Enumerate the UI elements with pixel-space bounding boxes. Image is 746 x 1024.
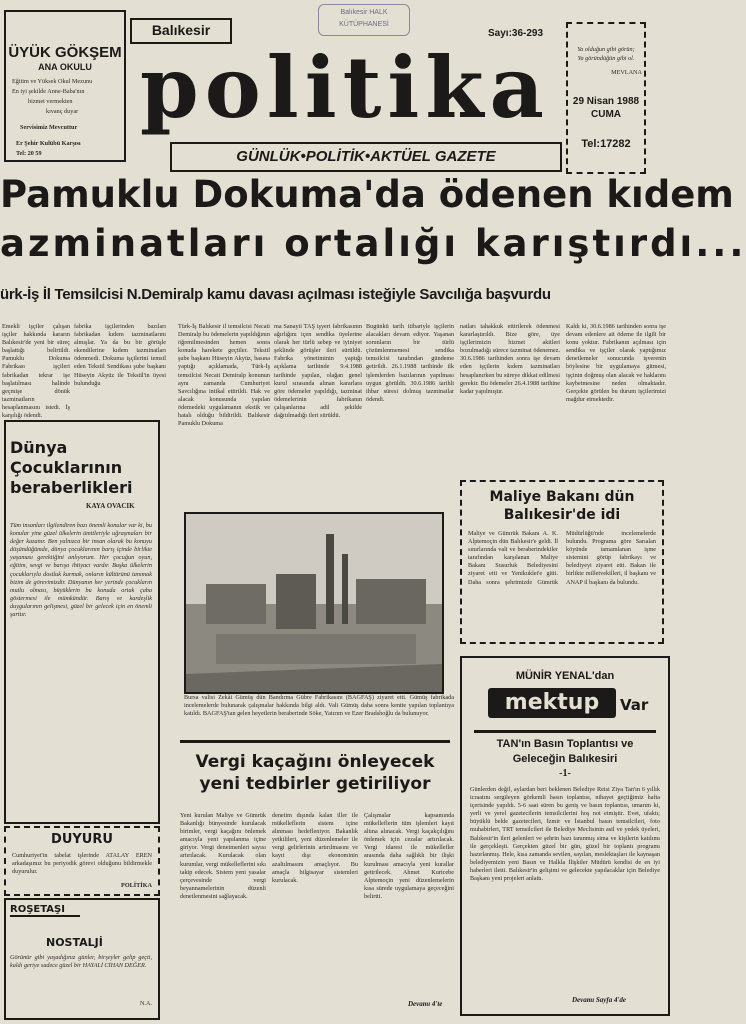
left-ad-line: Servisimiz Mevcuttur bbox=[20, 124, 78, 131]
mektup-title: TAN'ın Basın Toplantısı ve bbox=[496, 738, 634, 750]
nostalji-title: NOSTALJİ bbox=[46, 936, 103, 949]
nostalji-box bbox=[4, 898, 160, 1020]
masthead-city: Balıkesir bbox=[130, 18, 232, 44]
duyuru-sign: POLİTİKA bbox=[121, 882, 152, 889]
mektup-number: -1- bbox=[559, 768, 571, 779]
story-col: Bugünkü tarih itibariyle işçilerin alacakları devam ediyor. Yaşanan sorunların bir türlü çözümlenmemesi sendika temsilcisi tarafından gündeme getirildi. 26.1.1988 tarihinde ilk işlemlerden bazılarının yapılması uygun görüldü. 30.6.1986 tarihli ihbar süresi dolmuş tazminatlar ödendi. bbox=[366, 323, 454, 403]
vergi-continued: Devamı 4'te bbox=[408, 1000, 443, 1008]
nostalji-sign: N.A. bbox=[139, 1000, 152, 1007]
maliye-box bbox=[460, 480, 664, 644]
mektup-title: Geleceğin Balıkesiri bbox=[512, 753, 618, 765]
column-label: ROŞETAŞI bbox=[10, 904, 80, 917]
left-ad-line: kıvanç duyar bbox=[46, 108, 79, 115]
left-ad-line: En iyi şekilde Anne-Baba'nın bbox=[12, 88, 85, 95]
story-col: natları tahakkuk ettirilerek ödenmesi kararlaştırıldı. Bize göre, üye işçilerimizin hizmet akitleri bozulmadığı sürece tazminat ödenemez. 30.6.1986 tarihinden sonra işe devam eden işçilerin kıdem tazminatları hesaplanırken bu süreye dikkat edilmesi gerekir. Bu ödemeler 26.4.1988 tarihine kadar yapılmıştır. bbox=[460, 323, 560, 395]
dunya-title: Çocuklarının bbox=[10, 458, 123, 477]
issue-day: CUMA bbox=[591, 109, 621, 120]
factory-illustration bbox=[186, 514, 442, 692]
library-stamp: Balıkesir HALK KÜTÜPHANESİ bbox=[318, 4, 410, 36]
dunya-box bbox=[4, 420, 160, 824]
left-ad-line: Tel: 20 59 bbox=[16, 150, 42, 157]
dunya-title: beraberlikleri bbox=[10, 478, 133, 497]
masthead-title: politika bbox=[140, 38, 550, 137]
mektup-text: Günlerden değil, aylardan beri beklenen Belediye Reisi Ziya Tan'ın 6 yıllık icraatını sergileyen görkemli basın toplantısı, nihayet geçtiğimiz hafta içerisinde yapıldı. 5-6 saat süren bu geniş ve basın toplantısı, umarım ki, yerli ve yerel gazetecilerin temsilcilerini hoş not etmiştir. Evet, ufaktı; büyüklü belde gazetecileri, İzmir ve İstanbul basın temsilcileri, foto muhabirleri, TRT temsilcileri ile Belediye Meclisinin asil ve yedek üyeleri, Balıkesir'in ileri gelenleri ve şehrin bazı tanınmış sima ve kişilerin katılımı ile gerçekleşti. Gerçekten güzel bir gün, güzel bir toplantı programı hazırlanmış. Hele, kısa zamanda sevilen, sayılan, meslektaşları ile kaynaşan belediyemizin yeni Basın ve Halkla İlişkiler Müdürü kendisi de en iyi haberleri iletti. Balıkesir'in gelişimi ve gelecekte yapılacaklar için Belediye Başkanı yeni projeleri anlattı. bbox=[470, 786, 660, 883]
left-ad bbox=[4, 10, 126, 162]
masthead-subtitle: GÜNLÜK•POLİTİK•AKTÜEL GAZETE bbox=[170, 142, 562, 172]
mektup-logo bbox=[488, 688, 616, 718]
left-ad-line: Er Şehir Kulübü Karşısı bbox=[16, 140, 81, 147]
vergi-col: denetim dışında kalan iller ile mükelleflerin sistem içine alınması hedefleniyor. Bakanlık yetkilileri, yeni düzenlemeler ile vergi gelirlerinin artırılmasını ve kayıt dışı ekonominin azaltılmasını amaçlıyor. Bu amaçla bilgisayar sistemleri kurulacak. bbox=[272, 812, 358, 884]
mektup-continued: Devamı Sayfa 4'de bbox=[572, 996, 627, 1004]
divider bbox=[180, 740, 450, 743]
mektup-word: mektup bbox=[504, 690, 600, 715]
story-col: ma Sanayii TAŞ işyeri fabrikasının ağırlığını içen sendika üyelerine olarak her türlü sebep ve iyiniyet şeklinde görüşler ileri sürüldü. Fabrika yönetiminin yaptığı açıklama tarihinde 9.4.1988 tarihinde yapılan, olağan genel kurul sırasında alınan kararlara göre ödemeler yapıldığı, tazminat ödemelerinin fabrikanın çalışanlarına adil şekilde dağıtılmadığı ileri sürüldü. bbox=[274, 323, 362, 420]
maliye-text: Maliye ve Gümrük Bakanı A. K. Alptemoçin dün Balıkesir'e geldi. İl sınırlarında vali ve beraberindekiler tarafından karşılanan Maliye Bakanı Susurluk Belediyesini ziyaret etti ve Yenikuklet'e gitti. Daha sonra şehrimizde Gümrük Müdürlüğü'nde incelemelerde bulundu. Programa göre Sarıalan köyünde tamamlanan işme sistemini görüp fabrikayı ve belediyeyi ziyaret etti. Bakan ile birlikte milletvekilleri, il başkanı ve ANAP il başkanı da bulundu. bbox=[468, 530, 656, 586]
quote-line: Ya olduğun gibi görün; bbox=[577, 46, 635, 53]
factory-photo bbox=[184, 512, 444, 694]
left-ad-line: hizmet vermekten bbox=[28, 98, 73, 105]
duyuru-text: Cumhuriyet'in tabelat işlerinde ATALAY EREN arkadaşımız bu periyodik görevi olduğunu bildirmekle duyurulur. bbox=[12, 852, 152, 876]
story-col: fabrika işçilerinden bazıları fabrikadan kıdem tazminatlarını almışlar. Ya da bu bir görüşle ekendilerine kıdem tazminatları ödenmedi. Dokuma işçilerini temsil eden Tekstil Sendikası şube başkanı Hüseyin Akyüz ile Tekstil'in üyesi bulunduğu bbox=[74, 323, 166, 387]
vergi-title: yeni tedbirler getiriliyor bbox=[199, 774, 431, 794]
dunya-author: KAYA OVACIK bbox=[86, 502, 135, 510]
headline-line-2: azminatları ortalığı karıştırdı... bbox=[0, 222, 746, 265]
info-box bbox=[566, 22, 646, 174]
dunya-title: Dünya bbox=[10, 438, 68, 457]
phone-number: Tel:17282 bbox=[581, 138, 631, 150]
duyuru-title: DUYURU bbox=[51, 832, 113, 847]
mektup-from: MÜNİR YENAL'dan bbox=[515, 670, 615, 682]
issue-number: Sayı:36-293 bbox=[488, 28, 544, 39]
story-col: Emekli işçiler çalışan işçiler hakkında kararın Balıkesir'de yeni bir süreç başlattığı belirtildi. Pamuklu Dokuma Fabrikası işçileri fabrikadan tekrar işe başlatılması halinde geçmişe dönük tazminatların hesaplanmasını istedi. İş karşılığı ödendi. bbox=[2, 323, 70, 420]
story-col: Türk-İş Balıkesir il temsilcisi Necati Demiralp bu ödemelerin yapıldığının öğrenilmesinden hemen sonra konuda harekete geçtiler. Tekstil şube başkanı Hüseyin Akyüz, basına yaptığı açıklamada, Türk-İş temsilcisi Necati Demiralp konunun aynı zamanda Cumhuriyet Savcılığına intikal ettirildi. Hak ve alacak konusunda yapılan ödemedeki uygulamanın ekstik ve hatalı olduğu bildirildi. Balıkesir Pamuklu Dokuma bbox=[178, 323, 270, 428]
divider bbox=[474, 730, 656, 733]
headline-subhead: ürk-İş İl Temsilcisi N.Demiralp kamu davası açılması isteğiyle Savcılığa başvurdu bbox=[0, 286, 551, 303]
vergi-col: Çalışmalar kapsamında mükelleflerin tüm işlemleri kayıt altına alınacak. Vergi kaçakçılığını önlemek için cezalar artırılacak. Vergi idaresi ile mükellefler arasında daha sağlıklı bir ilişki kurulması amacıyla yeni kurallar getirilecek. Ahmet Kurtcebe Alptemoçin yeni düzenlemelerin kısa sürede uygulamaya geçeceğini belirtti. bbox=[364, 812, 454, 900]
mektup-var: Var bbox=[620, 696, 649, 714]
quote-author: MEVLANA bbox=[611, 69, 642, 76]
vergi-col: Yeni kurulan Maliye ve Gümrük Bakanlığı bünyesinde kurulacak birimler, vergi kaçağını önlemek amacıyla yeni yapılanma içine giriyor. Vergi denetmenleri sayısı artırılacak. Kurulacak olan kurumlar, vergi mükelleflerini sıkı takip edecek. Sistem yeni yasalar çerçevesinde vergi beyannamelerinin düzenli denetlenmesini sağlayacak. bbox=[180, 812, 266, 900]
quote-line: Ya göründüğün gibi ol. bbox=[577, 55, 635, 62]
nostalji-text: Görünür gibi yaşadığınız günler, birşeyler gelip geçti, kaldı geriye sadece güzel bir HAYALİ CİHAN DEĞER. bbox=[10, 954, 152, 970]
left-ad-title: ÜYÜK GÖKŞEM bbox=[8, 44, 122, 61]
dunya-text: Tüm insanları ilgilendiren bazı önemli konular var ki, bu konular yine güzel ülkelerin ümitleriyle uğraşmaları bir değer kazanır. Ben yalnızca bir insan olarak bu konuyu düşündüğümde, dünya çocuklarının barış içinde birlikte yaşaması gerektiğini anlıyorum. Her çocuğun oyun, eğitim, sevgi ve barışa ihtiyacı vardır. Başka ülkelerin çocuklarıyla dostluk kurmak, onların kültürünü tanımak bizim de görevimizdir. Dünyanın her yerinde çocukların mutlu olması, büyüklerin bu konuda ortak çaba göstermesi ile mümkündür. Barış ve kardeşlik duygularının gelişmesi, güzel bir gelecek için en önemli şarttır. bbox=[10, 522, 152, 619]
left-ad-line: Eğitim ve Yüksek Okul Mezunu bbox=[12, 78, 93, 85]
issue-date: 29 Nisan 1988 bbox=[572, 96, 640, 107]
duyuru-box bbox=[4, 826, 160, 896]
photo-caption: Bursa valisi Zekâi Gümüş dün Bandırma Gübre Fabrikasını (BAGFAŞ) ziyaret etti. Gümüş fabrikada incelemelerde bulunarak çalışmalar hakkında bilgi aldı. Vali Gümüş daha sonra kentte yapılan toplantıya katıldı. BAGFAŞ'tan gelen heyetlerin beraberinde Söke, Yatırım ve Ezer Bradshoğlu da bulunuyor. bbox=[184, 694, 454, 718]
left-ad-subtitle: ANA OKULU bbox=[38, 62, 92, 72]
maliye-title: Maliye Bakanı dün Balıkesir'de idi bbox=[489, 489, 635, 523]
story-col: Kaldı ki, 30.6.1986 tarihinden sonra işe devam edenlere ait ödeme ile ilgili bir konu yoktur. Fabrikanın açılması için sendika ve işçiler olarak yaptığımız denetlemeler sonucunda işverenin böylesine bir uygulamaya gitmesi, işçinin doğmuş olan alacak ve haklarını kaybetmesine neden olmaktadır. Gerçekte görülen bu durum işçilerimizi mağdur etmektedir. bbox=[566, 323, 666, 403]
vergi-title: Vergi kaçağını önleyecek bbox=[195, 752, 435, 772]
mektup-box bbox=[460, 656, 670, 1016]
headline-line-1: Pamuklu Dokuma'da ödenen kıdem bbox=[0, 173, 734, 216]
